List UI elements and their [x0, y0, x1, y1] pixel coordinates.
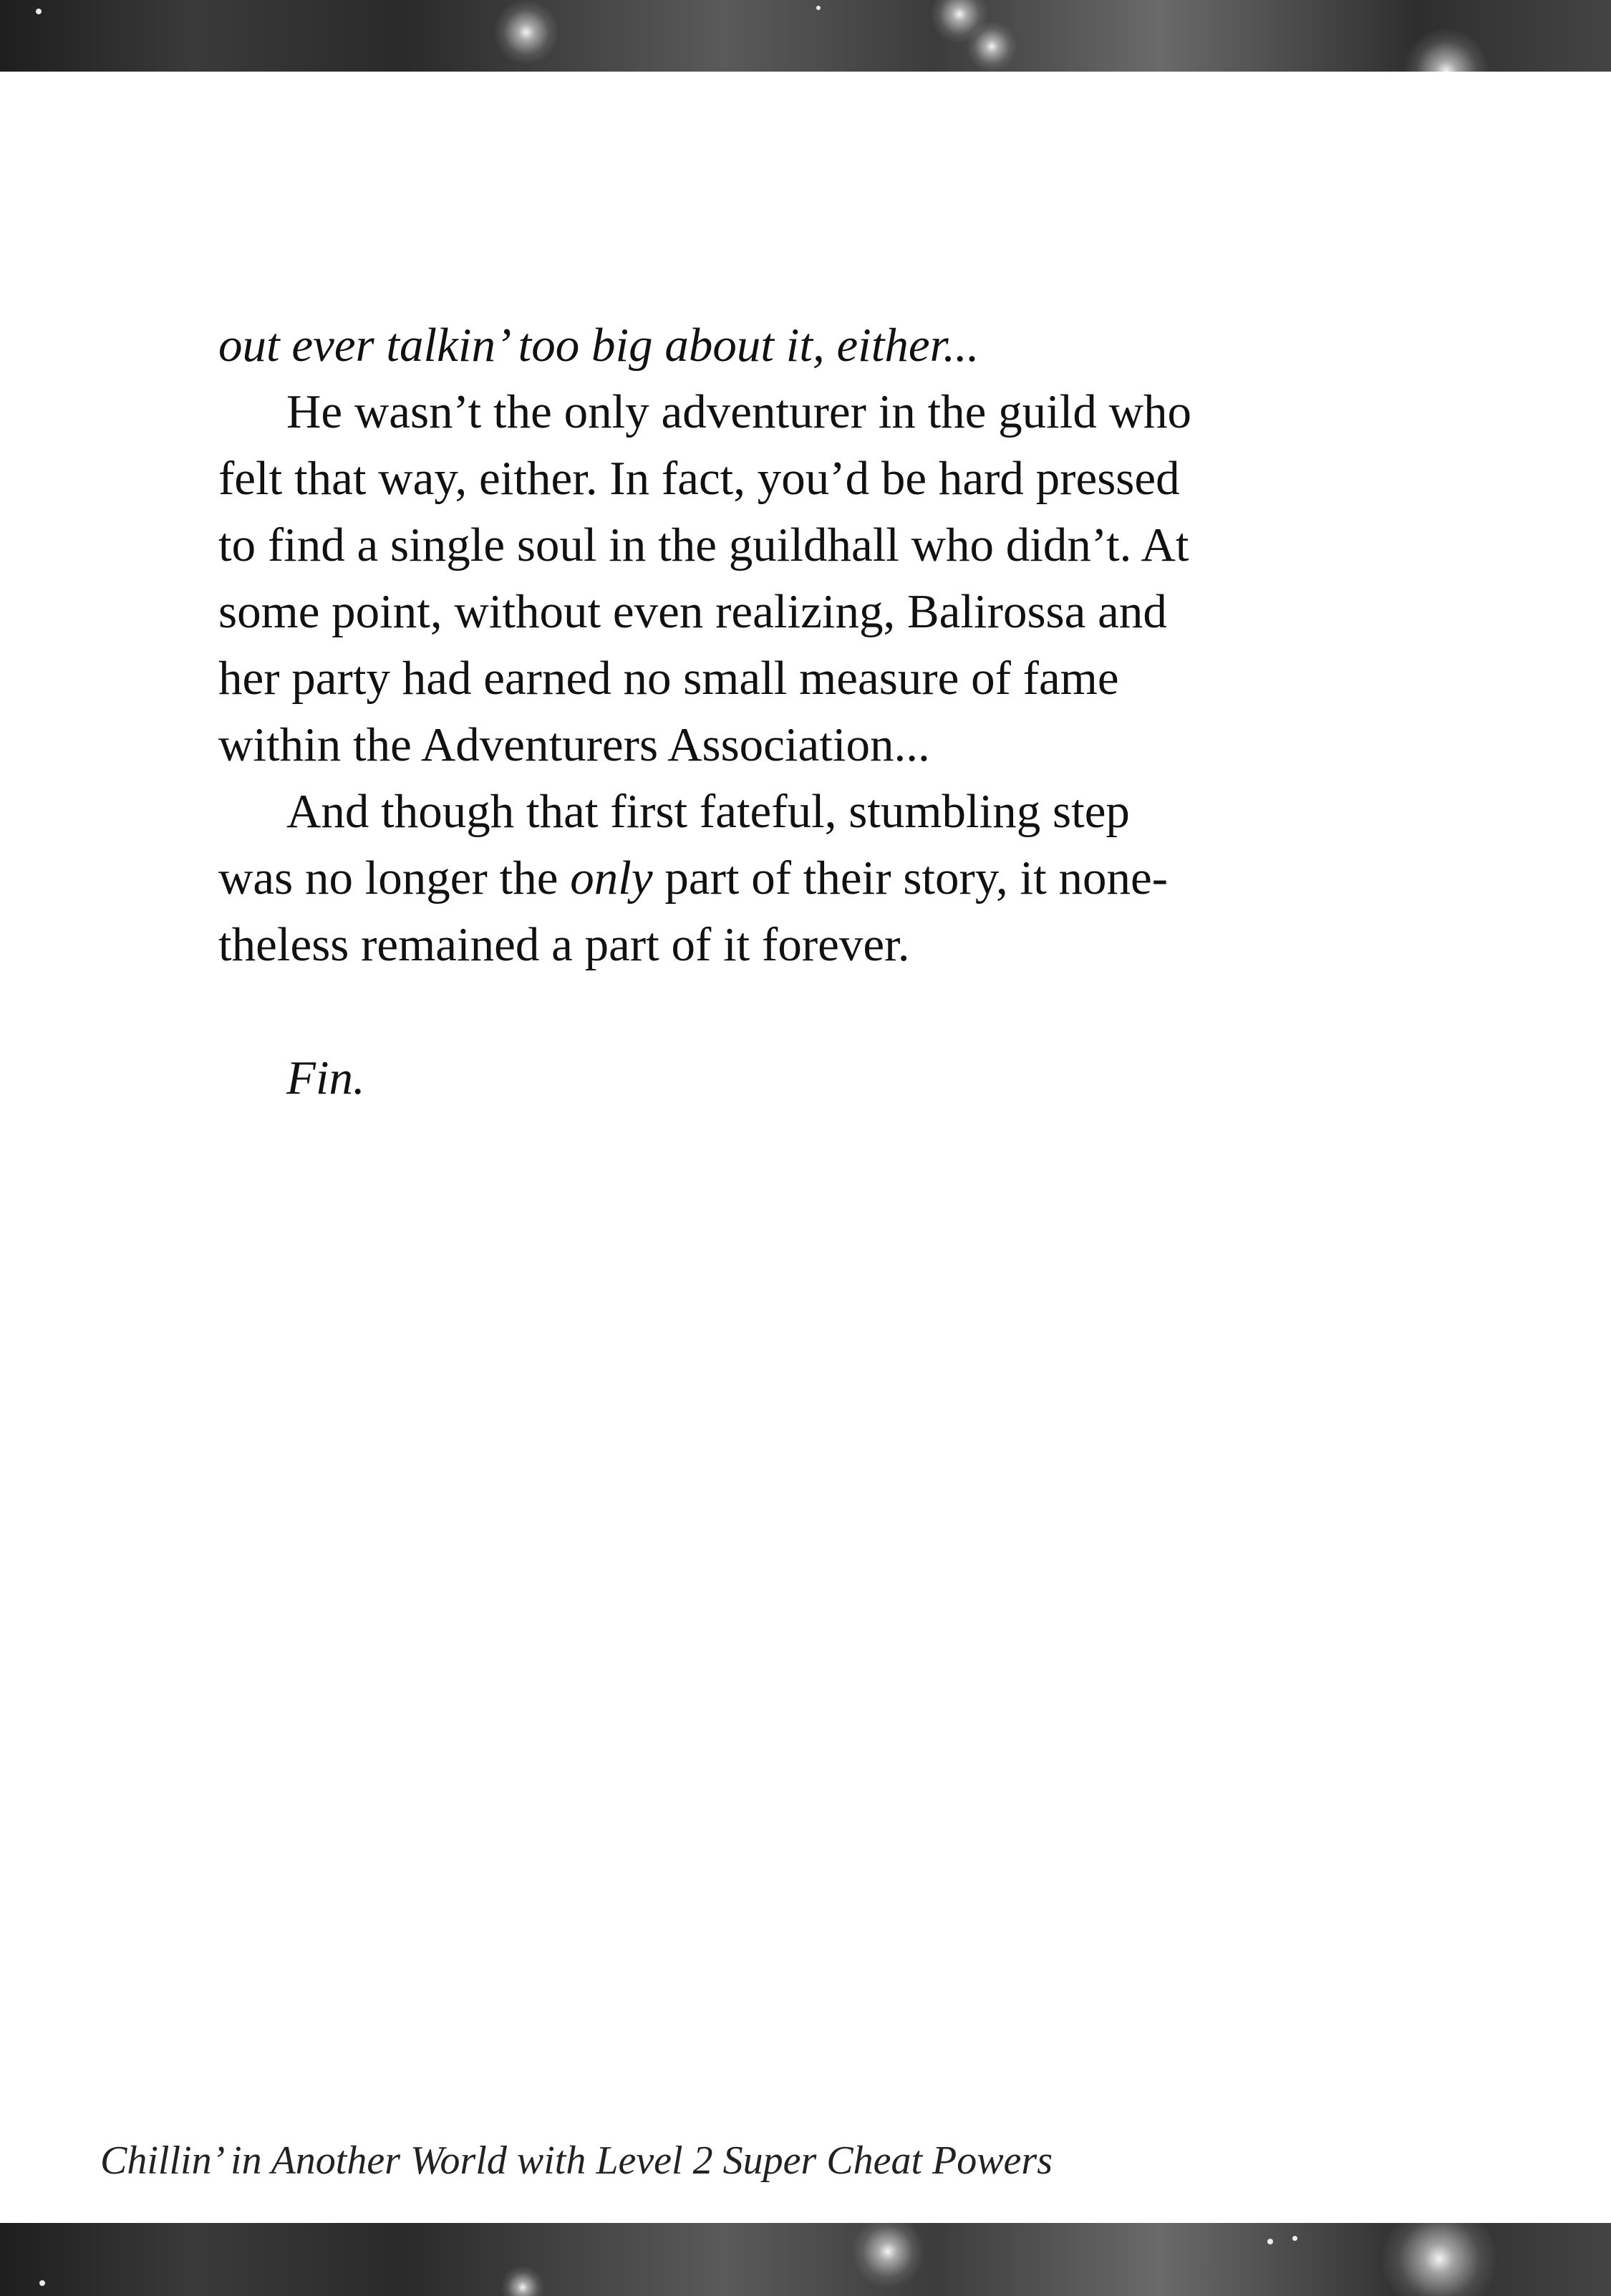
prose-line: theless remained a part of it forever.	[218, 918, 910, 971]
prose-text: part of their story, it none-	[652, 852, 1169, 905]
emphasis-word: only	[570, 852, 653, 905]
prose-line: And though that first fateful, stumbling step	[286, 785, 1130, 838]
prose-line: within the Adventurers Association...	[218, 718, 930, 771]
closing-word: Fin.	[286, 1051, 365, 1104]
paragraph-gap	[218, 978, 1364, 1045]
running-title: Chillin’ in Another World with Level 2 Super Cheat Powers	[100, 2138, 1053, 2183]
prose-line: felt that way, either. In fact, you’d be hard pressed	[218, 452, 1180, 505]
body-text	[218, 312, 1364, 1111]
prose-line: to find a single soul in the guildhall who didn’t. At	[218, 518, 1189, 571]
bottom-decorative-band	[0, 2223, 1611, 2296]
prose-line-with-emphasis	[218, 845, 1364, 912]
prose-line: some point, without even realizing, Balirossa and	[218, 585, 1167, 638]
prose-line: He wasn’t the only adventurer in the guild who	[286, 385, 1192, 438]
prose-line: her party had earned no small measure of fame	[218, 652, 1119, 705]
prose-text: was no longer the	[218, 852, 571, 905]
top-decorative-band	[0, 0, 1611, 72]
prose-line: out ever talkin’ too big about it, either...	[218, 319, 979, 372]
